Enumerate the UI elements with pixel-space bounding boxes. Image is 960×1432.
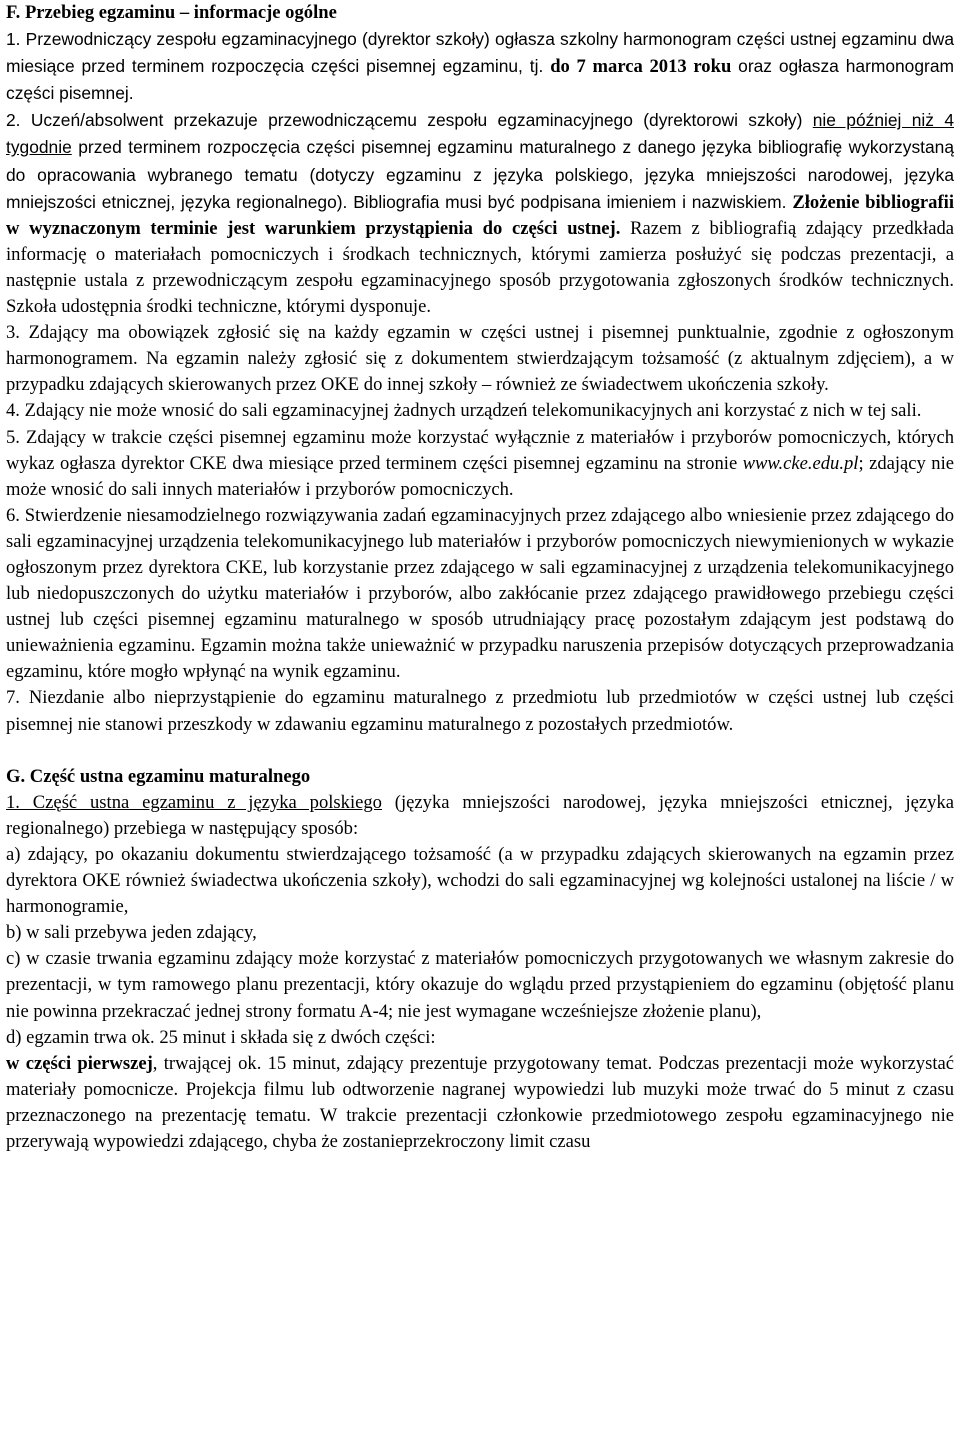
section-f-paragraph-5	[6, 425, 954, 503]
section-g-part-one	[6, 1051, 954, 1155]
section-f-paragraph-4: 4. Zdający nie może wnosić do sali egzaminacyjnej żadnych urządzeń telekomunikacyjnych ani korzystać z nich w tej sali.	[6, 400, 922, 422]
section-g-item-d: d) egzamin trwa ok. 25 minut i składa się z dwóch części:	[6, 1026, 436, 1048]
section-f-paragraph-2	[6, 107, 954, 320]
paragraph-text: ; zdający nie może wnosić do sali innych materiałów i przyborów pomocniczych.	[6, 452, 954, 500]
section-g-item-a: a) zdający, po okazaniu dokumentu stwierdzającego tożsamość (a w przypadku zdających skierowanych na egzamin przez dyrektora OKE również świadectwa ukończenia szkoły), wchodzi do sali egzaminacyjnej wg kolejności ustalonej na liście / w harmonogramie,	[6, 844, 954, 918]
paragraph-text: 5. Zdający w trakcie części pisemnej egzaminu może korzystać wyłącznie z materiałów i przyborów pomocniczych, których wykaz ogłasza dyrektor CKE dwa miesiące przed terminem części pisemnej egzaminu na stronie	[6, 426, 954, 474]
section-f-paragraph-1	[6, 26, 954, 107]
paragraph-text: 2. Uczeń/absolwent przekazuje przewodniczącemu zespołu egzaminacyjnego (dyrektorowi szkoły)	[6, 110, 813, 131]
part-one-label: w części pierwszej	[6, 1052, 153, 1074]
section-f-paragraph-3: 3. Zdający ma obowiązek zgłosić się na każdy egzamin w części ustnej i pisemnej punktualnie, zgodnie z ogłoszonym harmonogramem. Na egzamin należy zgłosić się z dokumentem stwierdzającym tożsamość (z aktualnym zdjęciem), a w przypadku zdających skierowanych przez OKE do innej szkoły – również ze świadectwem ukończenia szkoły.	[6, 322, 954, 396]
section-g-heading: G. Część ustna egzaminu maturalnego	[6, 765, 311, 787]
section-g-item-c: c) w czasie trwania egzaminu zdający może korzystać z materiałów pomocniczych przygotowanych we własnym zakresie do prezentacji, w tym ramowego planu prezentacji, który okazuje do wglądu przed przystąpieniem do egzaminu (objętość planu nie powinna przekraczać jednej strony formatu A-4; nie jest wymagane wcześniejsze złożenie planu),	[6, 948, 954, 1022]
section-f-paragraph-6: 6. Stwierdzenie niesamodzielnego rozwiązywania zadań egzaminacyjnych przez zdającego albo wniesienie przez zdającego do sali egzaminacyjnej urządzenia telekomunikacyjnego lub materiałów i przyborów pomocniczych niewymienionych w wykazie ogłoszonym przez dyrektora CKE, lub korzystanie przez zdającego w sali egzaminacyjnej z urządzenia telekomunikacyjnego lub niedopuszczonych do użytku materiałów i przyborów, albo zakłócanie przez zdającego prawidłowego przebiegu części ustnej lub części pisemnej egzaminu maturalnego w sposób utrudniający pracę pozostałym zdającym jest podstawą do unieważnienia egzaminu. Egzamin można także unieważnić w przypadku naruszenia przepisów dotyczących przeprowadzania egzaminu, które mogło wpłynąć na wynik egzaminu.	[6, 504, 954, 683]
section-spacer	[6, 738, 954, 764]
section-g-item-b: b) w sali przebywa jeden zdający,	[6, 922, 257, 944]
section-f-heading: F. Przebieg egzaminu – informacje ogólne	[6, 2, 337, 23]
deadline-underlined: nie później niż 4 tygodnie	[6, 110, 954, 158]
bibliography-condition: Złożenie bibliografii w wyznaczonym terminie jest warunkiem przystąpienia do części ustnej.	[6, 191, 954, 239]
paragraph-text: (języka mniejszości narodowej, języka mniejszości etnicznej, języka regionalnego) przebiega w następujący sposób:	[6, 791, 954, 839]
cke-website-link[interactable]: www.cke.edu.pl	[742, 452, 859, 474]
section-g-paragraph-1	[6, 790, 954, 842]
paragraph-text: Razem z bibliografią zdający przedkłada informację o materiałach pomocniczych i środkach technicznych, którymi zamierza posłużyć się podczas prezentacji, a następnie ustala z przewodniczącym zespołu egzaminacyjnego sposób przygotowania zgłoszonych środków technicznych. Szkoła udostępnia środki techniczne, którymi dysponuje.	[6, 217, 955, 318]
paragraph-text: przed terminem rozpoczęcia części pisemnej egzaminu maturalnego z danego języka bibliografię wykorzystaną do opracowania wybranego tematu (dotyczy egzaminu z języka polskiego, języka mniejszości narodowej, języka mniejszości etnicznej, języka regionalnego). Bibliografia musi być podpisana imieniem i nazwiskiem.	[6, 137, 954, 212]
paragraph-text: , trwającej ok. 15 minut, zdający prezentuje przygotowany temat. Podczas prezentacji może wykorzystać materiały pomocnicze. Projekcja filmu lub odtworzenie nagranej wypowiedzi lub muzyki może trwać do 5 minut z czasu przeznaczonego na prezentację tematu. W trakcie prezentacji członkowie przedmiotowego zespołu egzaminacyjnego nie przerywają wypowiedzi zdającego, chyba że zostanieprzekroczony limit czasu	[6, 1052, 955, 1153]
paragraph-text: oraz ogłasza harmonogram części pisemnej.	[6, 56, 954, 104]
oral-exam-title-underlined: 1. Część ustna egzaminu z języka polskiego	[6, 791, 382, 813]
section-f-paragraph-7: 7. Niezdanie albo nieprzystąpienie do egzaminu maturalnego z przedmiotu lub przedmiotów w części ustnej lub części pisemnej nie stanowi przeszkody w zdawaniu egzaminu maturalnego z pozostałych przedmiotów.	[6, 687, 954, 735]
deadline-date: do 7 marca 2013 roku	[550, 56, 732, 78]
paragraph-text: 1. Przewodniczący zespołu egzaminacyjnego (dyrektor szkoły) ogłasza szkolny harmonogram części ustnej egzaminu dwa miesiące przed terminem rozpoczęcia części pisemnej egzaminu, tj.	[6, 29, 954, 77]
